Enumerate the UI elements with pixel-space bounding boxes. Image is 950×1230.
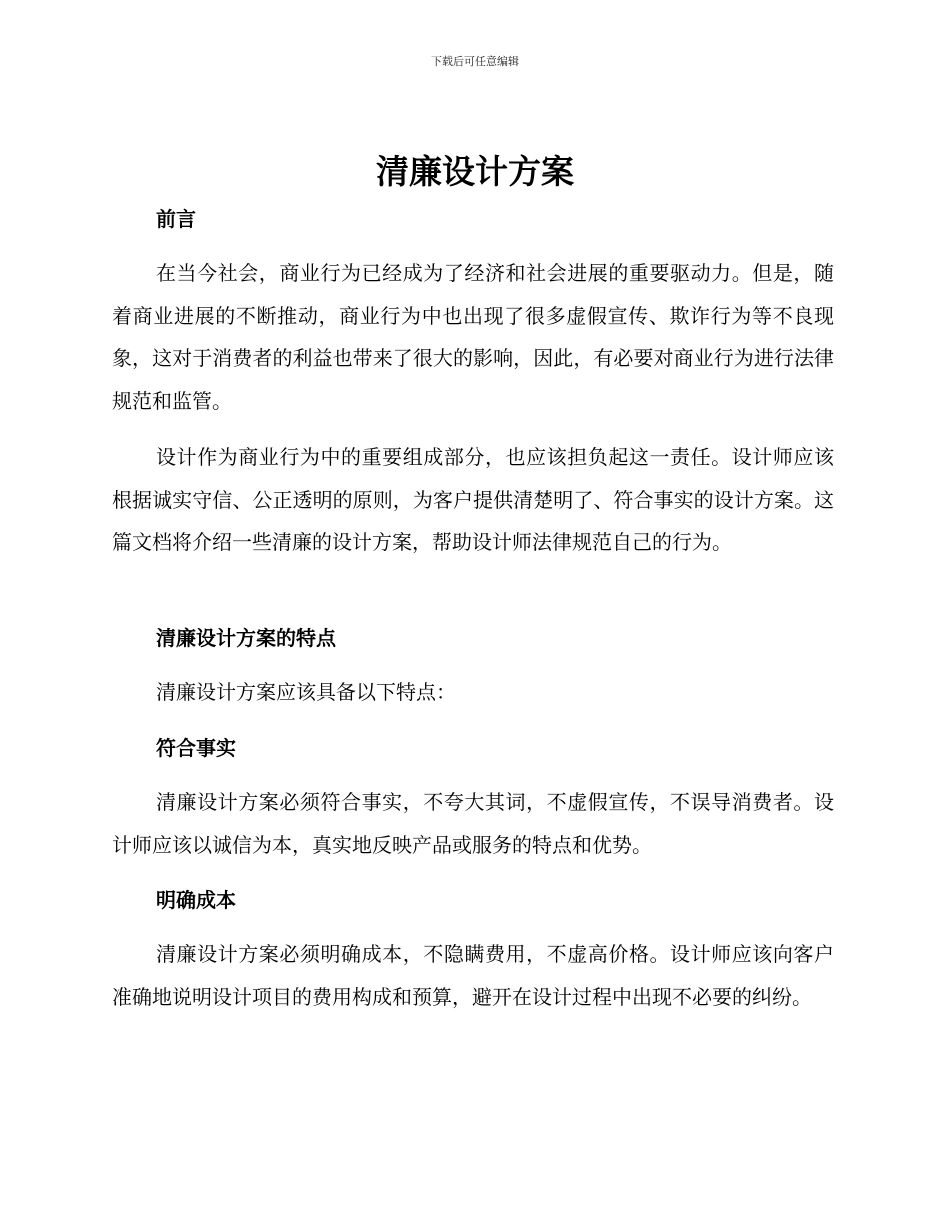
document-title: 清廉设计方案 xyxy=(376,152,574,191)
paragraph-cost: 清廉设计方案必须明确成本，不隐瞒费用，不虚高价格。设计师应该向客户准确地说明设计项目的费用构成和预算，避开在设计过程中出现不必要的纠纷。 xyxy=(112,942,834,1009)
section-heading-cost: 明确成本 xyxy=(156,888,236,912)
section-heading-preface: 前言 xyxy=(156,207,196,231)
paragraph-features-intro: 清廉设计方案应该具备以下特点： xyxy=(156,680,456,704)
section-heading-features: 清廉设计方案的特点 xyxy=(156,626,336,650)
paragraph-factual: 清廉设计方案必须符合事实，不夸大其词，不虚假宣传，不误导消费者。设计师应该以诚信为本，真实地反映产品或服务的特点和优势。 xyxy=(112,790,834,857)
section-heading-factual: 符合事实 xyxy=(156,736,236,760)
paragraph-preface-2: 设计作为商业行为中的重要组成部分，也应该担负起这一责任。设计师应该根据诚实守信、公正透明的原则，为客户提供清楚明了、符合事实的设计方案。这篇文档将介绍一些清廉的设计方案，帮助设计师法律规范自己的行为。 xyxy=(112,445,834,554)
page-header-note: 下载后可任意编辑 xyxy=(431,55,519,68)
paragraph-preface-1: 在当今社会，商业行为已经成为了经济和社会进展的重要驱动力。但是，随着商业进展的不断推动，商业行为中也出现了很多虚假宣传、欺诈行为等不良现象，这对于消费者的利益也带来了很大的影响，因此，有必要对商业行为进行法律规范和监管。 xyxy=(112,261,834,413)
